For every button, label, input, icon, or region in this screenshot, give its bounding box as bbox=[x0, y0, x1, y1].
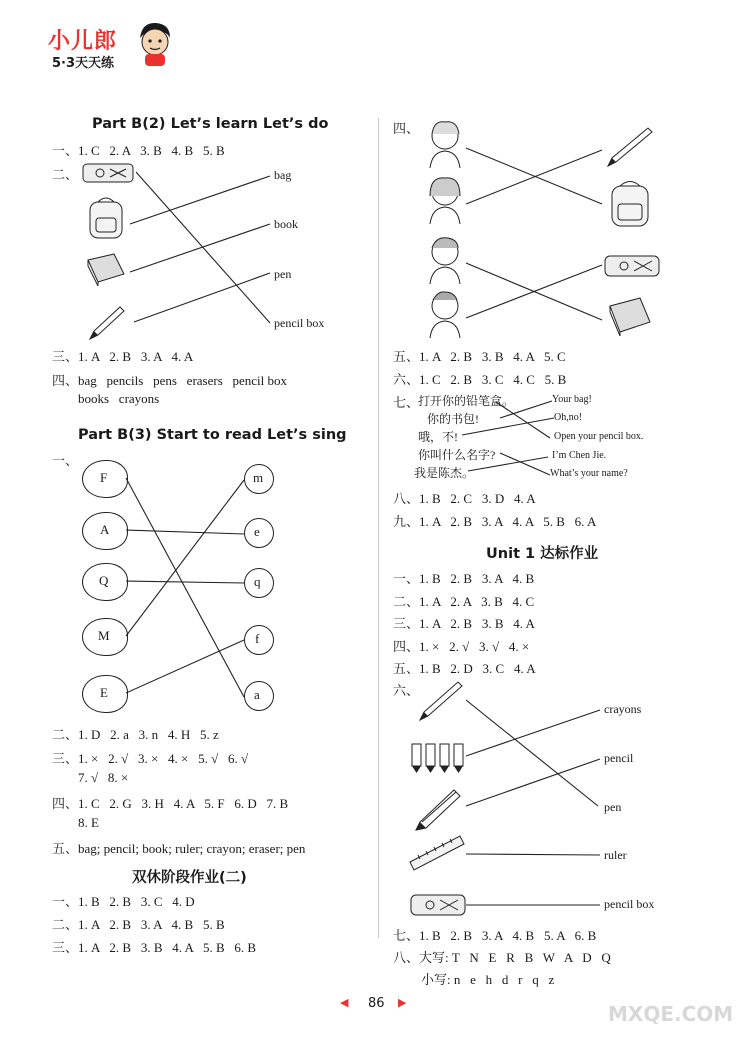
right-section-4-label: 四、 bbox=[393, 121, 420, 136]
weekend-line-1: 一、1. B 2. B 3. C 4. D bbox=[52, 894, 195, 909]
boy-2-icon bbox=[424, 288, 466, 343]
partb2-title: Part B(2) Let’s learn Let’s do bbox=[92, 116, 329, 132]
weekend-title: 双休阶段作业(二) bbox=[132, 870, 247, 886]
next-arrow-icon: ▶ bbox=[398, 997, 407, 1009]
right-line-8: 八、1. B 2. C 3. D 4. A bbox=[393, 491, 536, 506]
right-letter-2: e bbox=[254, 524, 260, 539]
partb3-line-1-label: 一、 bbox=[52, 453, 79, 468]
schoolbag-right-icon bbox=[604, 180, 656, 235]
unit1-line-2: 二、1. A 2. A 3. B 4. C bbox=[393, 594, 535, 609]
en-sentence-4: I’m Chen Jie. bbox=[552, 450, 607, 461]
word-book: book bbox=[274, 217, 298, 231]
right-line-5: 五、1. A 2. B 3. B 4. A 5. C bbox=[393, 349, 566, 364]
unit1-line-6-label: 六、 bbox=[393, 683, 420, 698]
partb2-line-4a: 四、bag pencils pens erasers pencil box bbox=[52, 373, 288, 388]
unit1-line-7: 七、1. B 2. B 3. A 4. B 5. A 6. B bbox=[393, 928, 597, 943]
en-sentence-2: Oh,no! bbox=[554, 412, 583, 423]
zh-sentence-1: 打开你的铅笔盒。 bbox=[418, 394, 515, 408]
unit-word-crayons: crayons bbox=[604, 702, 642, 716]
right-letter-3: q bbox=[254, 574, 261, 589]
pen-unit-icon bbox=[414, 678, 466, 729]
watermark: MXQE.COM bbox=[608, 1002, 734, 1026]
unit1-line-8a: 八、大写: T N E R B W A D Q bbox=[393, 950, 611, 965]
partb3-line-4a: 四、1. C 2. G 3. H 4. A 5. F 6. D 7. B bbox=[52, 796, 289, 811]
unit1-line-5: 五、1. B 2. D 3. C 4. A bbox=[393, 661, 536, 676]
brand-title: 小儿郎 bbox=[48, 29, 118, 54]
en-sentence-1: Your bag! bbox=[552, 394, 592, 405]
left-letter-4: M bbox=[98, 628, 110, 643]
zh-sentence-4: 你叫什么名字? bbox=[418, 448, 496, 462]
left-letter-2: A bbox=[100, 522, 110, 537]
pen-right-icon bbox=[602, 124, 656, 175]
right-section-7-label: 七、 bbox=[393, 395, 420, 410]
en-sentence-5: What’s your name? bbox=[550, 468, 628, 479]
en-sentence-3: Open your pencil box. bbox=[554, 431, 644, 442]
unit1-line-8b: 小写: n e h d r q z bbox=[421, 972, 555, 987]
left-letter-5: E bbox=[100, 685, 108, 700]
pencil-box-unit-icon bbox=[410, 892, 466, 923]
right-letter-1: m bbox=[253, 470, 264, 485]
girl-2-icon bbox=[424, 174, 466, 229]
partb2-line-2-label: 二、 bbox=[52, 167, 79, 182]
partb3-line-3b: 7. √ 8. × bbox=[78, 770, 129, 785]
crayons-icon bbox=[410, 738, 466, 779]
unit-word-pencil-box: pencil box bbox=[604, 897, 655, 911]
pencil-box-right-icon bbox=[604, 253, 660, 284]
partb2-line-4b: books crayons bbox=[78, 391, 160, 406]
word-pen: pen bbox=[274, 267, 292, 281]
weekend-line-3: 三、1. A 2. B 3. B 4. A 5. B 6. B bbox=[52, 940, 257, 955]
unit1-line-4: 四、1. × 2. √ 3. √ 4. × bbox=[393, 639, 530, 654]
brand-series: 5·3天天练 bbox=[52, 56, 115, 71]
weekend-line-2: 二、1. A 2. B 3. A 4. B 5. B bbox=[52, 917, 225, 932]
page-number: 86 bbox=[368, 996, 385, 1011]
partb3-line-4b: 8. E bbox=[78, 815, 99, 830]
partb3-line-2: 二、1. D 2. a 3. n 4. H 5. z bbox=[52, 727, 219, 742]
book-right-icon bbox=[606, 296, 654, 341]
right-line-6: 六、1. C 2. B 3. C 4. C 5. B bbox=[393, 372, 567, 387]
partb3-line-5: 五、bag; pencil; book; ruler; crayon; eraser; pen bbox=[52, 841, 306, 856]
right-letter-5: a bbox=[254, 687, 260, 702]
boy-1-icon bbox=[424, 234, 466, 289]
ruler-icon bbox=[408, 832, 466, 877]
unit-word-pen: pen bbox=[604, 800, 622, 814]
partb2-line-1: 一、1. C 2. A 3. B 4. B 5. B bbox=[52, 143, 225, 158]
unit-word-pencil: pencil bbox=[604, 751, 634, 765]
girl-1-icon bbox=[424, 118, 466, 173]
zh-sentence-5: 我是陈杰。 bbox=[414, 466, 475, 480]
unit1-line-1: 一、1. B 2. B 3. A 4. B bbox=[393, 571, 535, 586]
partb3-title: Part B(3) Start to read Let’s sing bbox=[78, 427, 347, 443]
left-letter-3: Q bbox=[99, 573, 109, 588]
partb2-line-3: 三、1. A 2. B 3. A 4. A bbox=[52, 349, 194, 364]
prev-arrow-icon: ◀ bbox=[340, 997, 349, 1009]
unit1-title: Unit 1 达标作业 bbox=[486, 546, 599, 562]
unit-word-ruler: ruler bbox=[604, 848, 627, 862]
right-letter-4: f bbox=[255, 631, 260, 646]
zh-sentence-2: 你的书包! bbox=[427, 412, 479, 426]
left-letter-1: F bbox=[100, 470, 108, 485]
right-line-9: 九、1. A 2. B 3. A 4. A 5. B 6. A bbox=[393, 514, 597, 529]
word-bag: bag bbox=[274, 168, 292, 182]
unit1-line-3: 三、1. A 2. B 3. B 4. A bbox=[393, 616, 535, 631]
zh-sentence-3: 哦，不! bbox=[418, 430, 458, 444]
partb3-line-3a: 三、1. × 2. √ 3. × 4. × 5. √ 6. √ bbox=[52, 751, 249, 766]
word-pencil-box: pencil box bbox=[274, 316, 325, 330]
